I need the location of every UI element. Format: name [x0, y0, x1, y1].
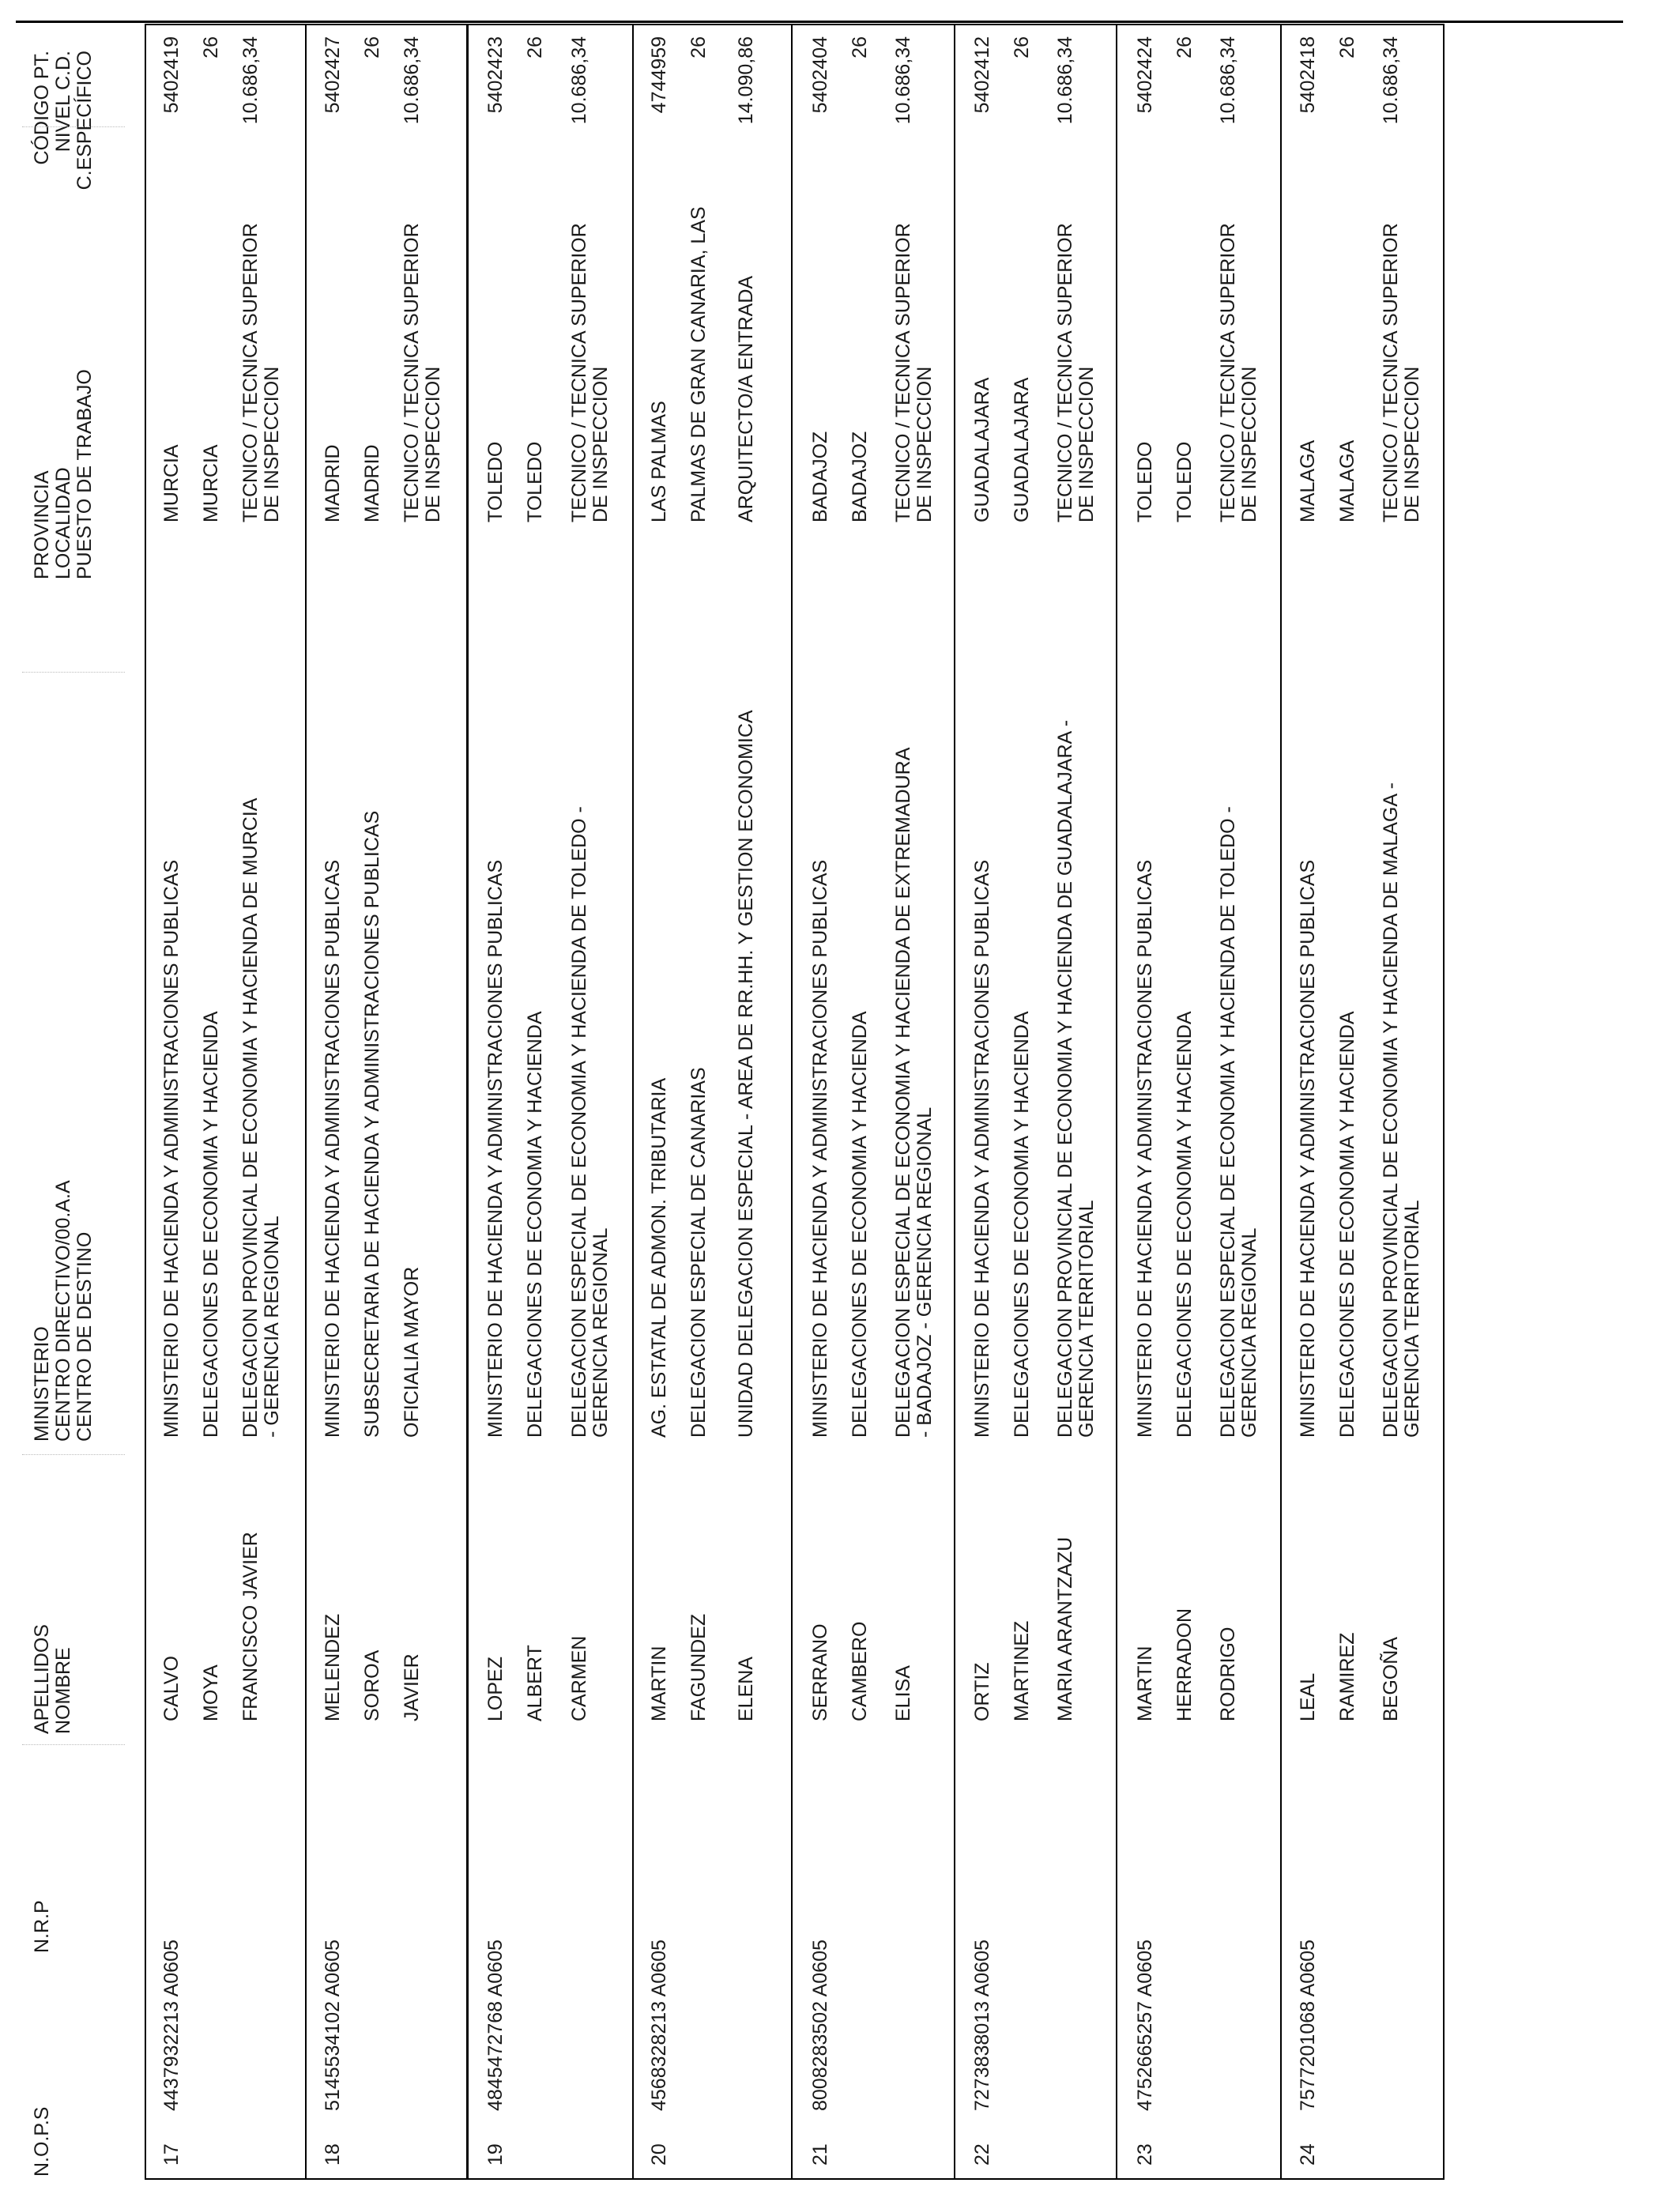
header-especifico: C.ESPECÍFICO: [73, 51, 96, 190]
record-puesto: TECNICO / TECNICA SUPERIOR DE INSPECCION: [892, 223, 936, 522]
record-codigo: 5402418: [1297, 36, 1319, 114]
header-puesto: PUESTO DE TRABAJO: [73, 369, 96, 579]
record-apellido1: MELENDEZ: [322, 1613, 344, 1721]
record-centro-directivo: SUBSECRETARIA DE HACIENDA Y ADMINISTRACIONES PUBLICAS: [361, 810, 383, 1438]
record-localidad: PALMAS DE GRAN CANARIA, LAS: [687, 206, 710, 522]
record-centro-destino: DELEGACION ESPECIAL DE ECONOMIA Y HACIENDA DE TOLEDO - GERENCIA REGIONAL: [568, 806, 612, 1438]
header-separator: [22, 126, 125, 127]
record-apellido2: RAMIREZ: [1336, 1632, 1358, 1721]
record-provincia: GUADALAJARA: [971, 377, 993, 522]
record-ministerio: MINISTERIO DE HACIENDA Y ADMINISTRACIONES PUBLICAS: [971, 859, 993, 1438]
record-provincia: LAS PALMAS: [648, 401, 670, 522]
record-codigo: 5402424: [1134, 36, 1156, 114]
record-centro-directivo: DELEGACIONES DE ECONOMIA Y HACIENDA: [200, 1011, 222, 1438]
record-centro-destino: OFICIALIA MAYOR: [401, 1266, 423, 1438]
record-nrp: 8008283502 A0605: [809, 1940, 831, 2111]
record-codigo: 5402412: [971, 36, 993, 114]
record-puesto: TECNICO / TECNICA SUPERIOR DE INSPECCION: [568, 223, 612, 522]
record-nombre: ELISA: [892, 1665, 914, 1721]
record-apellido1: SERRANO: [809, 1623, 831, 1721]
record-centro-directivo: DELEGACIONES DE ECONOMIA Y HACIENDA: [1173, 1011, 1196, 1438]
right-border: [16, 21, 1623, 23]
record-nivel: 26: [361, 36, 383, 58]
record-puesto: TECNICO / TECNICA SUPERIOR DE INSPECCION: [1054, 223, 1098, 522]
record-nrp: 4568328213 A0605: [648, 1940, 670, 2111]
record-apellido1: LEAL: [1297, 1672, 1319, 1721]
record-apellido2: MOYA: [200, 1664, 222, 1721]
record-centro-directivo: DELEGACIONES DE ECONOMIA Y HACIENDA: [849, 1011, 871, 1438]
record-nivel: 26: [849, 36, 871, 58]
header-nrp: N.R.P: [31, 1900, 53, 1953]
record-apellido1: LOPEZ: [484, 1657, 507, 1721]
record-provincia: MALAGA: [1297, 439, 1319, 522]
record-nops: 24: [1297, 2143, 1319, 2166]
header-nops: N.O.P.S: [31, 2106, 53, 2177]
header-separator: [22, 1454, 125, 1455]
row-divider: [1116, 24, 1117, 2180]
record-nops: 22: [971, 2143, 993, 2166]
record-nops: 21: [809, 2143, 831, 2166]
record-nombre: MARIA ARANTZAZU: [1054, 1536, 1076, 1721]
record-apellido1: MARTIN: [648, 1646, 670, 1721]
record-provincia: TOLEDO: [484, 441, 507, 522]
header-separator: [22, 1744, 125, 1745]
record-puesto: TECNICO / TECNICA SUPERIOR DE INSPECCION: [239, 223, 283, 522]
record-nrp: 5145534102 A0605: [322, 1940, 344, 2111]
record-localidad: TOLEDO: [524, 441, 546, 522]
record-codigo: 5402427: [322, 36, 344, 114]
record-nombre: ELENA: [735, 1657, 757, 1721]
record-provincia: MURCIA: [160, 444, 183, 522]
record-provincia: MADRID: [322, 444, 344, 522]
record-especifico: 10.686,34: [239, 36, 262, 125]
record-nivel: 26: [687, 36, 710, 58]
record-especifico: 10.686,34: [1054, 36, 1076, 125]
record-localidad: TOLEDO: [1173, 441, 1196, 522]
record-nops: 19: [484, 2143, 507, 2166]
record-apellido2: SOROA: [361, 1649, 383, 1721]
record-nrp: 4752665257 A0605: [1134, 1940, 1156, 2111]
record-nombre: RODRIGO: [1217, 1627, 1239, 1721]
record-especifico: 10.686,34: [892, 36, 914, 125]
record-apellido2: HERRADON: [1173, 1608, 1196, 1721]
record-localidad: MADRID: [361, 444, 383, 522]
record-provincia: TOLEDO: [1134, 441, 1156, 522]
record-nombre: FRANCISCO JAVIER: [239, 1532, 262, 1721]
record-apellido1: ORTIZ: [971, 1662, 993, 1721]
header-localidad: LOCALIDAD: [52, 467, 74, 579]
record-codigo: 5402404: [809, 36, 831, 114]
record-nivel: 26: [524, 36, 546, 58]
record-puesto: ARQUITECTO/A ENTRADA: [735, 275, 757, 522]
record-localidad: GUADALAJARA: [1011, 377, 1033, 522]
record-apellido2: ALBERT: [524, 1645, 546, 1721]
record-ministerio: MINISTERIO DE HACIENDA Y ADMINISTRACIONES PUBLICAS: [484, 859, 507, 1438]
record-puesto: TECNICO / TECNICA SUPERIOR DE INSPECCION: [401, 223, 444, 522]
record-especifico: 10.686,34: [1217, 36, 1239, 125]
record-centro-directivo: DELEGACIONES DE ECONOMIA Y HACIENDA: [1011, 1011, 1033, 1438]
record-nops: 18: [322, 2143, 344, 2166]
row-divider: [954, 24, 955, 2180]
record-localidad: MURCIA: [200, 444, 222, 522]
record-especifico: 14.090,86: [735, 36, 757, 125]
header-ministerio: MINISTERIO: [31, 1326, 53, 1442]
record-nrp: 7577201068 A0605: [1297, 1940, 1319, 2111]
record-nops: 20: [648, 2143, 670, 2166]
record-ministerio: MINISTERIO DE HACIENDA Y ADMINISTRACIONES PUBLICAS: [322, 859, 344, 1438]
record-codigo: 4744959: [648, 36, 670, 114]
header-nivel: NIVEL C.D.: [52, 51, 74, 153]
row-divider: [466, 24, 469, 2180]
record-puesto: TECNICO / TECNICA SUPERIOR DE INSPECCION: [1380, 223, 1423, 522]
record-centro-destino: DELEGACION ESPECIAL DE ECONOMIA Y HACIENDA DE TOLEDO - GERENCIA REGIONAL: [1217, 806, 1260, 1438]
header-apellidos: APELLIDOS: [31, 1624, 53, 1734]
record-centro-directivo: DELEGACIONES DE ECONOMIA Y HACIENDA: [524, 1011, 546, 1438]
record-centro-destino: DELEGACION PROVINCIAL DE ECONOMIA Y HACIENDA DE MURCIA - GERENCIA REGIONAL: [239, 798, 283, 1438]
record-apellido1: CALVO: [160, 1656, 183, 1721]
row-divider: [632, 24, 634, 2180]
record-apellido1: MARTIN: [1134, 1646, 1156, 1721]
record-ministerio: MINISTERIO DE HACIENDA Y ADMINISTRACIONES PUBLICAS: [1297, 859, 1319, 1438]
record-nombre: CARMEN: [568, 1635, 590, 1721]
record-ministerio: MINISTERIO DE HACIENDA Y ADMINISTRACIONES PUBLICAS: [160, 859, 183, 1438]
record-apellido2: CAMBERO: [849, 1621, 871, 1721]
record-especifico: 10.686,34: [568, 36, 590, 125]
record-ministerio: MINISTERIO DE HACIENDA Y ADMINISTRACIONES PUBLICAS: [1134, 859, 1156, 1438]
record-localidad: BADAJOZ: [849, 431, 871, 522]
record-nrp: 4845472768 A0605: [484, 1940, 507, 2111]
record-centro-destino: DELEGACION PROVINCIAL DE ECONOMIA Y HACIENDA DE MALAGA - GERENCIA TERRITORIAL: [1380, 782, 1423, 1438]
header-centro-destino: CENTRO DE DESTINO: [73, 1231, 96, 1442]
record-apellido2: FAGUNDEZ: [687, 1613, 710, 1721]
record-especifico: 10.686,34: [401, 36, 423, 125]
record-ministerio: MINISTERIO DE HACIENDA Y ADMINISTRACIONES PUBLICAS: [809, 859, 831, 1438]
record-codigo: 5402419: [160, 36, 183, 114]
header-centro-directivo: CENTRO DIRECTIVO/00.A.A: [52, 1180, 74, 1442]
record-ministerio: AG. ESTATAL DE ADMON. TRIBUTARIA: [648, 1077, 670, 1438]
header-codigo: CÓDIGO PT.: [31, 51, 53, 165]
row-divider: [791, 24, 793, 2180]
record-centro-destino: DELEGACION PROVINCIAL DE ECONOMIA Y HACIENDA DE GUADALAJARA - GERENCIA TERRITORIAL: [1054, 719, 1098, 1438]
record-nrp: 7273838013 A0605: [971, 1940, 993, 2111]
record-nivel: 26: [200, 36, 222, 58]
record-nrp: 4437932213 A0605: [160, 1940, 183, 2111]
record-centro-destino: DELEGACION ESPECIAL DE ECONOMIA Y HACIENDA DE EXTREMADURA - BADAJOZ - GERENCIA REGIONAL: [892, 748, 936, 1438]
header-nombre: NOMBRE: [52, 1647, 74, 1734]
header-provincia: PROVINCIA: [31, 470, 53, 579]
record-puesto: TECNICO / TECNICA SUPERIOR DE INSPECCION: [1217, 223, 1260, 522]
row-divider: [1280, 24, 1282, 2180]
record-nops: 23: [1134, 2143, 1156, 2166]
record-especifico: 10.686,34: [1380, 36, 1402, 125]
record-centro-destino: UNIDAD DELEGACION ESPECIAL - AREA DE RR.HH. Y GESTION ECONOMICA: [735, 710, 757, 1438]
record-codigo: 5402423: [484, 36, 507, 114]
row-divider: [305, 24, 307, 2180]
record-nivel: 26: [1011, 36, 1033, 58]
record-nivel: 26: [1173, 36, 1196, 58]
record-nops: 17: [160, 2143, 183, 2166]
record-localidad: MALAGA: [1336, 439, 1358, 522]
record-centro-directivo: DELEGACION ESPECIAL DE CANARIAS: [687, 1067, 710, 1438]
record-provincia: BADAJOZ: [809, 431, 831, 522]
record-nivel: 26: [1336, 36, 1358, 58]
record-apellido2: MARTINEZ: [1011, 1620, 1033, 1721]
record-nombre: BEGOÑA: [1380, 1637, 1402, 1721]
record-nombre: JAVIER: [401, 1653, 423, 1721]
header-separator: [22, 672, 125, 673]
record-centro-directivo: DELEGACIONES DE ECONOMIA Y HACIENDA: [1336, 1011, 1358, 1438]
